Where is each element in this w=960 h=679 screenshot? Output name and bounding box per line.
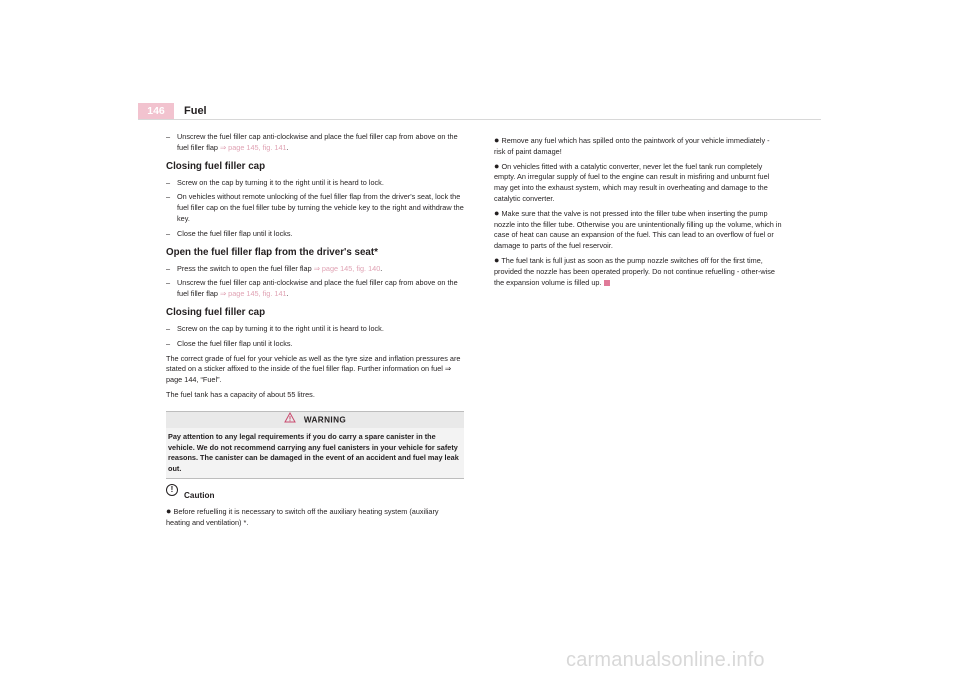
- arrow-icon: ⇒: [220, 289, 227, 299]
- section-heading: Closing fuel filler cap: [166, 160, 266, 172]
- caution-exclamation-icon: !: [166, 484, 178, 496]
- step-text: Unscrew the fuel filler cap anti-clockwise and place the fuel filler cap from above on the fuel filler flap: [177, 132, 458, 152]
- warning-box: [166, 411, 464, 479]
- step-text: Press the switch to open the fuel filler flap: [177, 263, 314, 273]
- step-item: [166, 192, 464, 224]
- page-number: 146: [138, 103, 174, 120]
- warning-text: Pay attention to any legal requirements if you do carry a spare canister in the vehicle. We do not recommend carrying any fuel canisters in your vehicle for safety reasons. The canister can be damaged in the event of an accident and fuel may leak out.: [166, 428, 464, 478]
- step-text: Screw on the cap by turning it to the right until it is heard to lock.: [177, 177, 384, 187]
- caution-title: Caution: [184, 490, 215, 500]
- bullet-item: [494, 208, 782, 252]
- body-paragraph: The correct grade of fuel for your vehicle as well as the tyre size and inflation pressures are stated on a sticker affixed to the inside of the fuel filler flap. Further information on fuel ⇒ page 144, “Fuel”.: [166, 353, 461, 385]
- step-item: [166, 229, 464, 240]
- warning-title: WARNING: [303, 415, 347, 425]
- step-item: [166, 132, 464, 154]
- step-text: On vehicles without remote unlocking of the fuel filler flap from the driver's seat, lock the fuel filler cap on the fuel filler tube by turning the vehicle key to the right and withdraw the key.: [177, 192, 464, 223]
- page-reference-link[interactable]: page 145, fig. 141: [228, 142, 287, 152]
- step-item: [166, 178, 464, 189]
- step-text: Screw on the cap by turning it to the right until it is heard to lock.: [177, 323, 384, 333]
- end-of-section-icon: [604, 280, 610, 286]
- punctuation: .: [286, 289, 289, 299]
- left-column: [166, 132, 464, 529]
- step-item: [166, 324, 464, 335]
- bullet-text: On vehicles fitted with a catalytic converter, never let the fuel tank run completely empty. An irregular supply of fuel to the engine can result in misfiring and unburnt fuel may get into the exhaust system, which may result in overheating and damage to the catalytic converter.: [494, 161, 770, 203]
- bullet-icon: ●: [494, 254, 500, 265]
- dash-marker: –: [166, 192, 171, 202]
- warning-triangle-icon: [284, 412, 296, 429]
- bullet-item: [166, 506, 464, 529]
- right-column: [494, 132, 782, 288]
- header-rule: [138, 119, 821, 120]
- page-header: [138, 103, 821, 120]
- warning-header: [166, 412, 464, 428]
- arrow-icon: ⇒: [220, 142, 227, 152]
- step-text: Close the fuel filler flap until it locks.: [177, 228, 293, 238]
- step-text: Close the fuel filler flap until it locks.: [177, 338, 293, 348]
- page-reference-link[interactable]: page 145, fig. 141: [228, 289, 287, 299]
- dash-marker: –: [166, 278, 171, 288]
- bullet-text: The fuel tank is full just as soon as the pump nozzle switches off for the first time, provided the nozzle has been operated properly. Do not continue refuelling - other-wise the expansion volume is filled up.: [494, 255, 775, 287]
- page-reference-link[interactable]: page 145, fig. 140: [321, 263, 381, 273]
- dash-marker: –: [166, 263, 171, 273]
- dash-marker: –: [166, 132, 171, 141]
- step-item: [166, 278, 464, 300]
- step-text: Unscrew the fuel filler cap anti-clockwise and place the fuel filler cap from above on the fuel filler flap: [177, 278, 458, 299]
- bullet-text: Make sure that the valve is not pressed into the filler tube when inserting the pump nozzle into the filler tube. Otherwise you are unintentionally filling up the volume, which in case of heat can cause an expansion of the fuel. This can lead to an overflow of fuel or damage to parts of the fuel reservoir.: [494, 208, 782, 251]
- dash-marker: –: [166, 323, 171, 333]
- page-title: Fuel: [184, 105, 207, 117]
- section-heading: Closing fuel filler cap: [166, 306, 266, 318]
- section-heading: Open the fuel filler flap from the driver's seat*: [166, 246, 378, 258]
- punctuation: .: [286, 142, 289, 152]
- bullet-item: [494, 161, 782, 205]
- bullet-icon: ●: [494, 135, 500, 145]
- watermark: carmanualsonline.info: [566, 649, 765, 671]
- dash-marker: –: [166, 228, 171, 238]
- dash-marker: –: [166, 338, 171, 348]
- bullet-item: [494, 135, 782, 158]
- step-item: [166, 339, 464, 350]
- bullet-item: [494, 255, 782, 288]
- caution-header: [166, 484, 464, 503]
- bullet-icon: ●: [494, 207, 500, 218]
- body-paragraph: The fuel tank has a capacity of about 55 litres.: [166, 389, 315, 399]
- bullet-text: Remove any fuel which has spilled onto the paintwork of your vehicle immediately - risk of paint damage!: [494, 136, 770, 156]
- bullet-text: Before refuelling it is necessary to switch off the auxiliary heating system (auxiliary heating and ventilation) *.: [166, 506, 439, 527]
- arrow-icon: ⇒: [313, 263, 320, 273]
- punctuation: .: [380, 263, 383, 273]
- bullet-icon: ●: [494, 160, 500, 171]
- step-item: [166, 264, 464, 275]
- dash-marker: –: [166, 177, 171, 187]
- bullet-icon: ●: [166, 505, 172, 516]
